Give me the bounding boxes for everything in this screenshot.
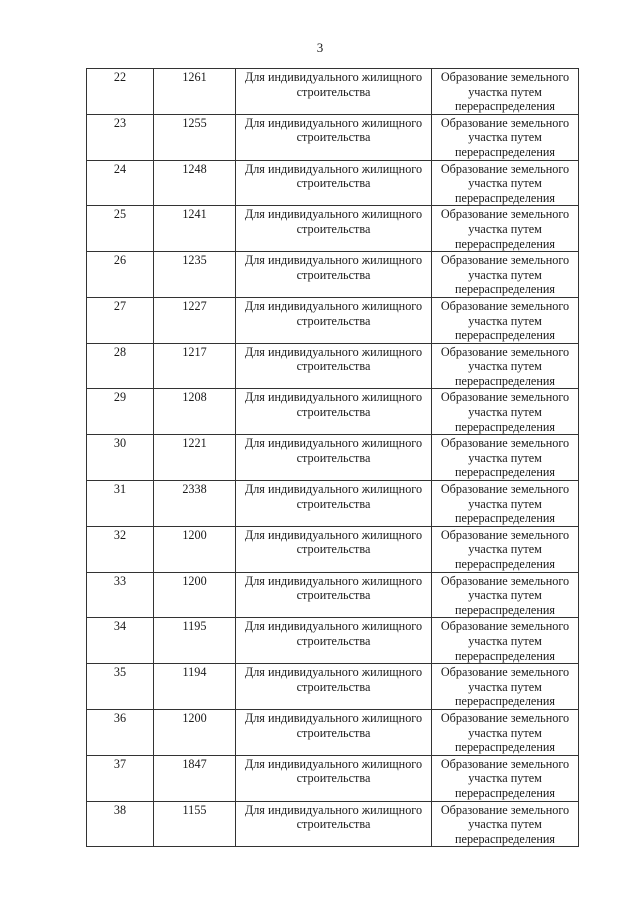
- permitted-use-cell: Для индивидуального жилищного строительства: [236, 481, 432, 527]
- permitted-use-cell: Для индивидуального жилищного строительства: [236, 755, 432, 801]
- table-row: [87, 709, 579, 755]
- row-number-cell: 30: [87, 435, 154, 481]
- row-number-cell: 27: [87, 297, 154, 343]
- row-number-cell: 35: [87, 664, 154, 710]
- area-cell: 1194: [154, 664, 236, 710]
- table-row: [87, 160, 579, 206]
- row-number-cell: 33: [87, 572, 154, 618]
- permitted-use-cell: Для индивидуального жилищного строительства: [236, 297, 432, 343]
- table-row: [87, 435, 579, 481]
- row-number-cell: 32: [87, 526, 154, 572]
- formation-basis-cell: Образование земельного участка путем перераспределения: [432, 389, 579, 435]
- formation-basis-cell: Образование земельного участка путем перераспределения: [432, 755, 579, 801]
- permitted-use-cell: Для индивидуального жилищного строительства: [236, 160, 432, 206]
- permitted-use-cell: Для индивидуального жилищного строительства: [236, 343, 432, 389]
- formation-basis-cell: Образование земельного участка путем перераспределения: [432, 526, 579, 572]
- formation-basis-cell: Образование земельного участка путем перераспределения: [432, 69, 579, 115]
- area-cell: 1227: [154, 297, 236, 343]
- land-plots-table: [86, 68, 579, 847]
- table-row: [87, 343, 579, 389]
- row-number-cell: 24: [87, 160, 154, 206]
- formation-basis-cell: Образование земельного участка путем перераспределения: [432, 481, 579, 527]
- table-row: [87, 389, 579, 435]
- row-number-cell: 28: [87, 343, 154, 389]
- table-row: [87, 755, 579, 801]
- row-number-cell: 23: [87, 114, 154, 160]
- table-row: [87, 572, 579, 618]
- row-number-cell: 31: [87, 481, 154, 527]
- row-number-cell: 36: [87, 709, 154, 755]
- permitted-use-cell: Для индивидуального жилищного строительства: [236, 206, 432, 252]
- row-number-cell: 22: [87, 69, 154, 115]
- area-cell: 2338: [154, 481, 236, 527]
- table-row: [87, 69, 579, 115]
- area-cell: 1195: [154, 618, 236, 664]
- area-cell: 1255: [154, 114, 236, 160]
- area-cell: 1847: [154, 755, 236, 801]
- area-cell: 1221: [154, 435, 236, 481]
- table-body: [87, 69, 579, 847]
- area-cell: 1200: [154, 526, 236, 572]
- area-cell: 1200: [154, 572, 236, 618]
- area-cell: 1200: [154, 709, 236, 755]
- permitted-use-cell: Для индивидуального жилищного строительства: [236, 69, 432, 115]
- formation-basis-cell: Образование земельного участка путем перераспределения: [432, 206, 579, 252]
- permitted-use-cell: Для индивидуального жилищного строительства: [236, 526, 432, 572]
- formation-basis-cell: Образование земельного участка путем перераспределения: [432, 297, 579, 343]
- formation-basis-cell: Образование земельного участка путем перераспределения: [432, 160, 579, 206]
- table-row: [87, 618, 579, 664]
- formation-basis-cell: Образование земельного участка путем перераспределения: [432, 435, 579, 481]
- area-cell: 1155: [154, 801, 236, 847]
- formation-basis-cell: Образование земельного участка путем перераспределения: [432, 664, 579, 710]
- area-cell: 1235: [154, 252, 236, 298]
- row-number-cell: 38: [87, 801, 154, 847]
- table-row: [87, 252, 579, 298]
- permitted-use-cell: Для индивидуального жилищного строительства: [236, 435, 432, 481]
- table-row: [87, 114, 579, 160]
- permitted-use-cell: Для индивидуального жилищного строительства: [236, 252, 432, 298]
- permitted-use-cell: Для индивидуального жилищного строительства: [236, 389, 432, 435]
- table-row: [87, 664, 579, 710]
- area-cell: 1248: [154, 160, 236, 206]
- table-row: [87, 481, 579, 527]
- formation-basis-cell: Образование земельного участка путем перераспределения: [432, 252, 579, 298]
- page-number: 3: [316, 40, 324, 55]
- formation-basis-cell: Образование земельного участка путем перераспределения: [432, 618, 579, 664]
- table-row: [87, 526, 579, 572]
- area-cell: 1217: [154, 343, 236, 389]
- formation-basis-cell: Образование земельного участка путем перераспределения: [432, 114, 579, 160]
- formation-basis-cell: Образование земельного участка путем перераспределения: [432, 709, 579, 755]
- permitted-use-cell: Для индивидуального жилищного строительства: [236, 114, 432, 160]
- row-number-cell: 37: [87, 755, 154, 801]
- permitted-use-cell: Для индивидуального жилищного строительства: [236, 572, 432, 618]
- row-number-cell: 34: [87, 618, 154, 664]
- row-number-cell: 29: [87, 389, 154, 435]
- permitted-use-cell: Для индивидуального жилищного строительства: [236, 709, 432, 755]
- table-row: [87, 801, 579, 847]
- permitted-use-cell: Для индивидуального жилищного строительства: [236, 664, 432, 710]
- row-number-cell: 26: [87, 252, 154, 298]
- formation-basis-cell: Образование земельного участка путем перераспределения: [432, 343, 579, 389]
- permitted-use-cell: Для индивидуального жилищного строительства: [236, 618, 432, 664]
- area-cell: 1208: [154, 389, 236, 435]
- area-cell: 1261: [154, 69, 236, 115]
- formation-basis-cell: Образование земельного участка путем перераспределения: [432, 801, 579, 847]
- area-cell: 1241: [154, 206, 236, 252]
- table-row: [87, 297, 579, 343]
- permitted-use-cell: Для индивидуального жилищного строительства: [236, 801, 432, 847]
- formation-basis-cell: Образование земельного участка путем перераспределения: [432, 572, 579, 618]
- row-number-cell: 25: [87, 206, 154, 252]
- table-row: [87, 206, 579, 252]
